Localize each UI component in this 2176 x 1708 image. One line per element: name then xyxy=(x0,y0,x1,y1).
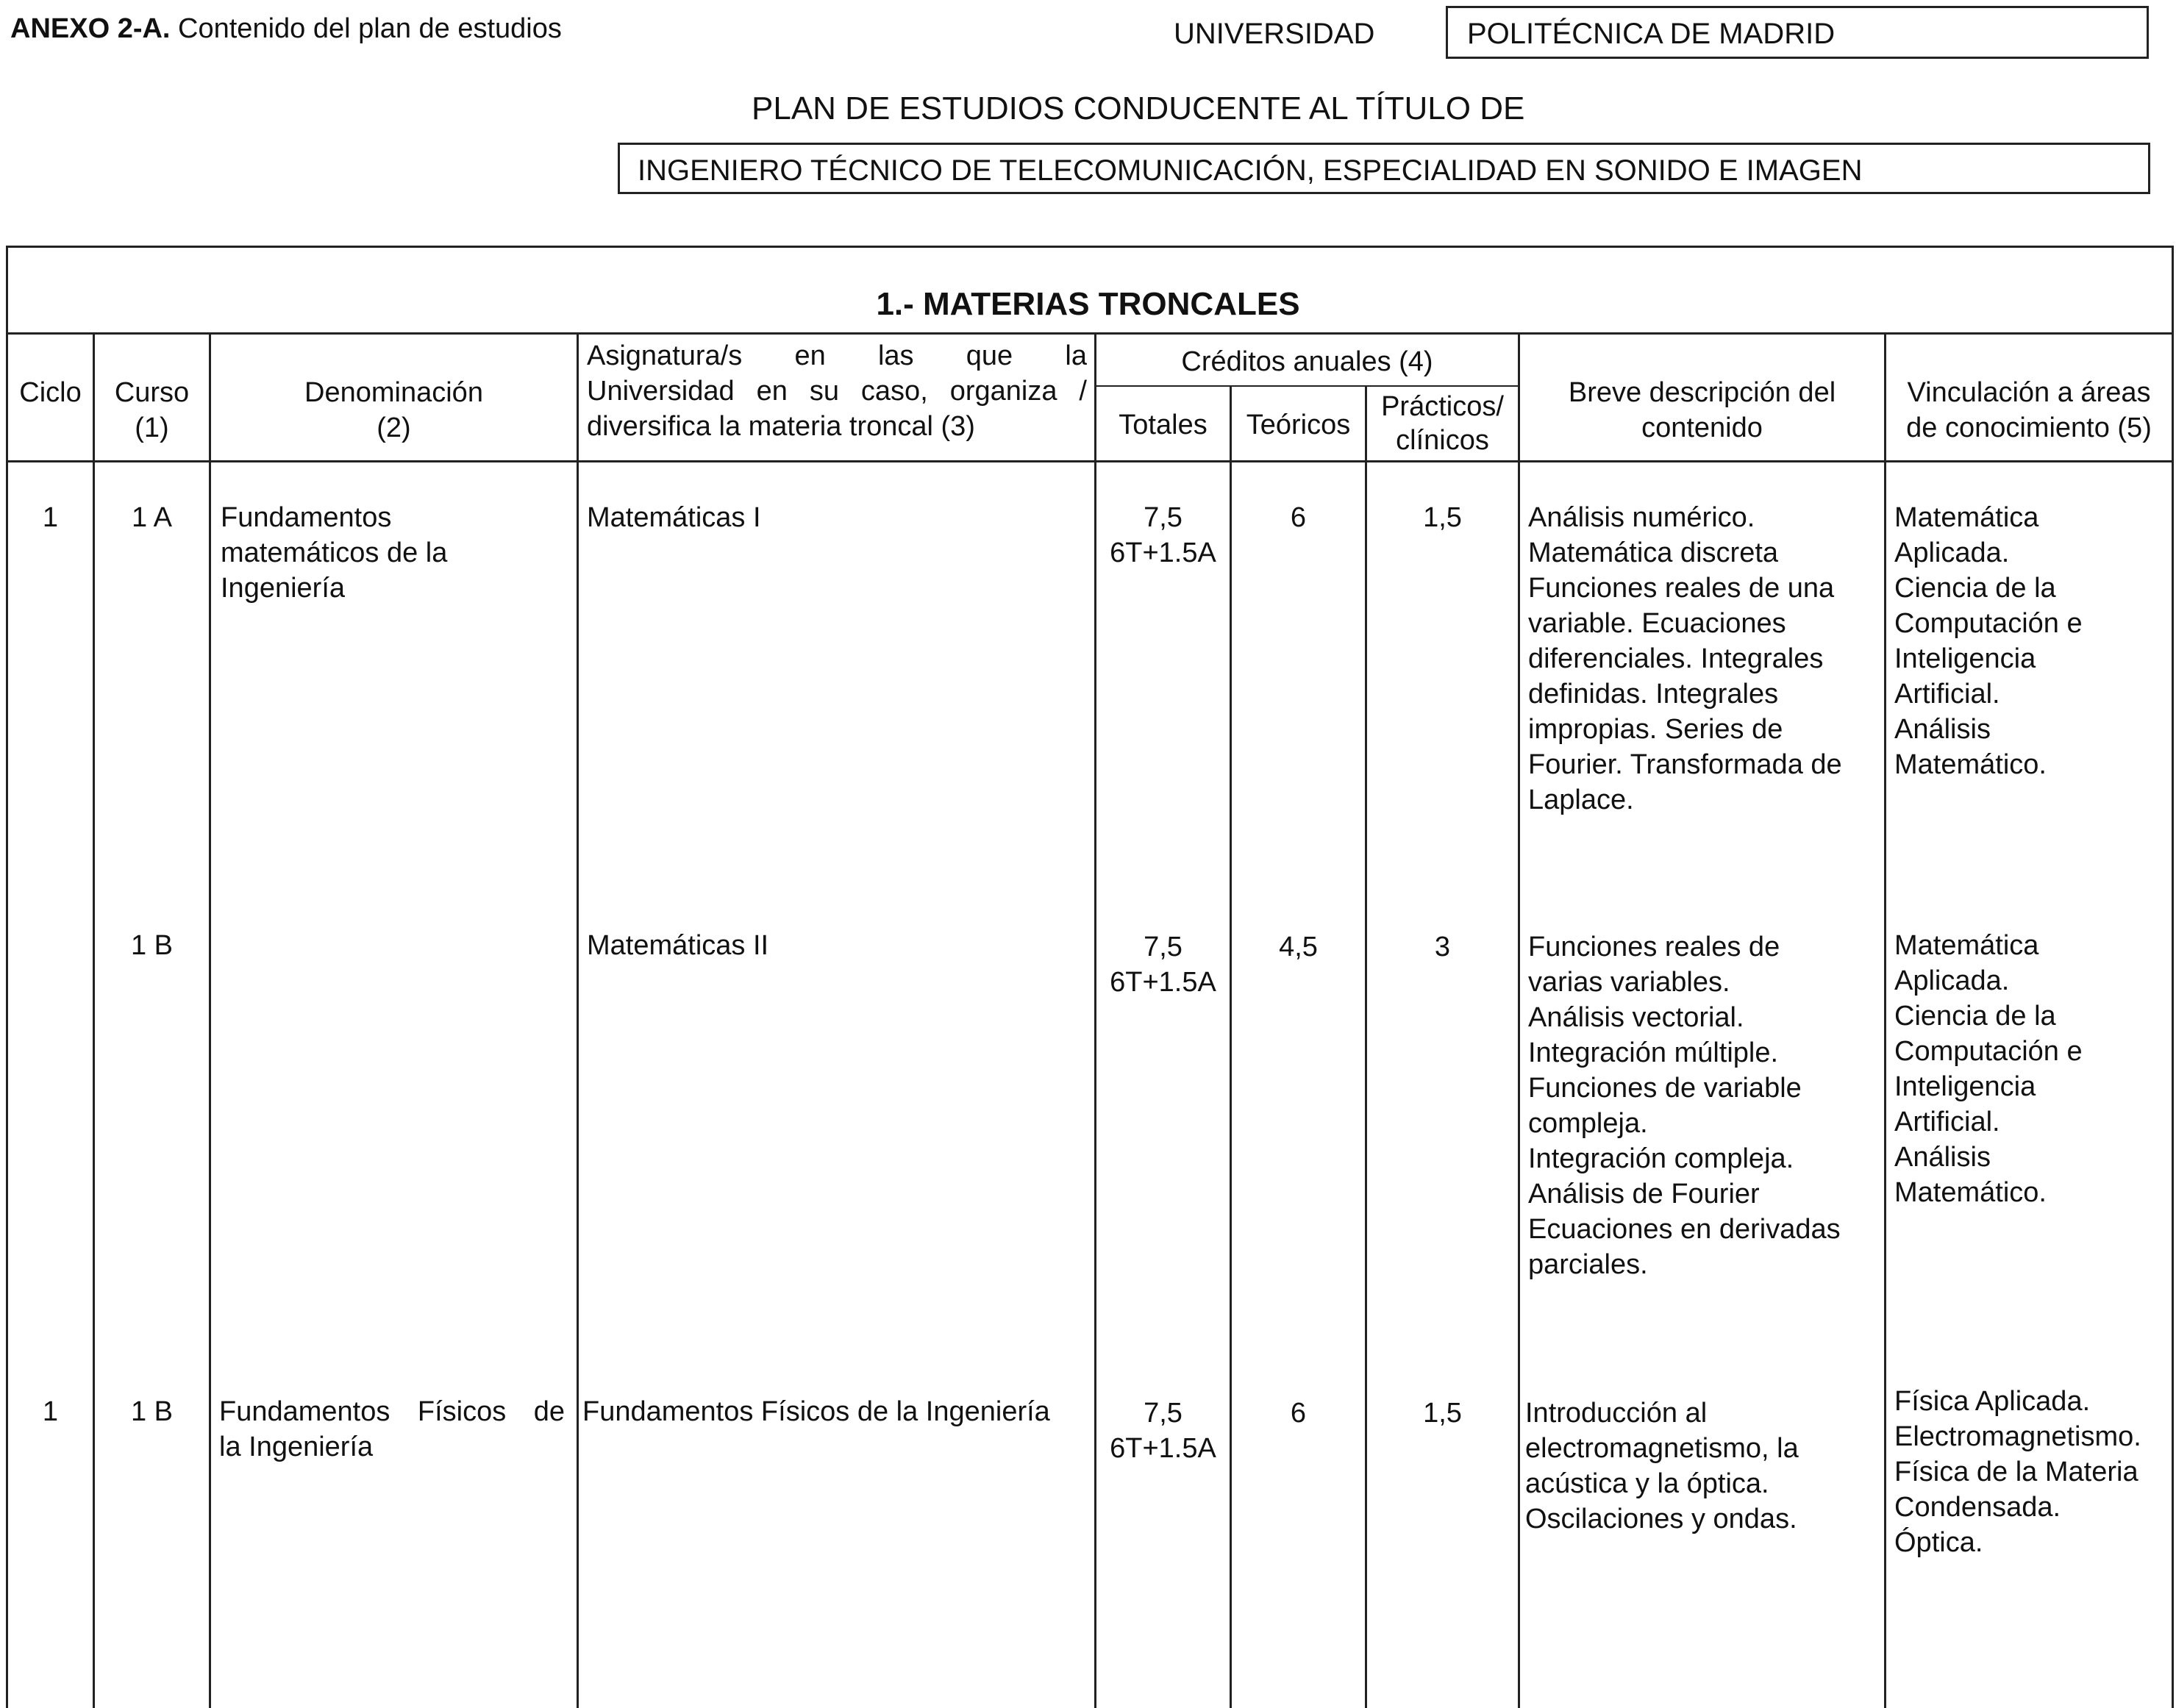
row-denominacion: Fundamentos matemáticos de la Ingeniería xyxy=(221,502,448,604)
university-label: UNIVERSIDAD xyxy=(1174,18,1375,50)
row-totales: 7,5 6T+1.5A xyxy=(1110,502,1216,568)
col-divider-curso xyxy=(209,332,211,1708)
table-border-right xyxy=(2172,246,2174,1708)
row-vinculacion: Matemática Aplicada. Ciencia de la Computación e Inteligencia Artificial. Análisis Matemático. xyxy=(1894,930,2083,1208)
row-denominacion-line2: la Ingeniería xyxy=(219,1432,374,1462)
col-header-asignatura-line1: Asignatura/s en las que la xyxy=(587,340,1087,371)
plan-title: PLAN DE ESTUDIOS CONDUCENTE AL TÍTULO DE xyxy=(752,90,1525,126)
row-practicos: 1,5 xyxy=(1423,1398,1462,1429)
col-divider-practicos xyxy=(1518,332,1520,1708)
header-divider xyxy=(6,460,2174,462)
row-curso: 1 B xyxy=(130,930,174,961)
row-practicos: 3 xyxy=(1434,932,1451,962)
row-teoricos: 6 xyxy=(1290,502,1307,533)
university-box xyxy=(1446,6,2149,59)
col-header-denominacion: Denominación (2) xyxy=(304,377,483,443)
university-name: POLITÉCNICA DE MADRID xyxy=(1467,18,1836,50)
col-header-creditos: Créditos anuales (4) xyxy=(1181,346,1433,377)
annex-heading xyxy=(10,12,562,46)
annex-subtitle: Contenido del plan de estudios xyxy=(170,13,562,44)
degree-title-box xyxy=(618,143,2150,194)
section-title-divider xyxy=(6,332,2174,335)
row-ciclo: 1 xyxy=(42,502,59,533)
table-border-top xyxy=(6,246,2174,248)
col-header-ciclo: Ciclo xyxy=(19,377,82,408)
row-descripcion: Introducción al electromagnetismo, la acústica y la óptica. Oscilaciones y ondas. xyxy=(1525,1398,1799,1534)
row-ciclo: 1 xyxy=(42,1396,59,1427)
col-header-asignatura-line3: diversifica la materia troncal (3) xyxy=(587,411,975,442)
degree-title: INGENIERO TÉCNICO DE TELECOMUNICACIÓN, ESPECIALIDAD EN SONIDO E IMAGEN xyxy=(638,154,1863,187)
col-header-descripcion: Breve descripción del contenido xyxy=(1568,377,1836,443)
row-vinculacion: Matemática Aplicada. Ciencia de la Computación e Inteligencia Artificial. Análisis Matemático. xyxy=(1894,502,2083,780)
col-divider-totales xyxy=(1230,385,1232,1708)
section-title: 1.- MATERIAS TRONCALES xyxy=(876,286,1300,322)
row-descripcion: Análisis numérico. Matemática discreta Funciones reales de una variable. Ecuaciones diferenciales. Integrales definidas. Integrales impropias. Series de Fourier. Transformada de Laplace. xyxy=(1528,502,1842,815)
row-teoricos: 6 xyxy=(1290,1398,1307,1429)
col-header-vinculacion: Vinculación a áreas de conocimiento (5) xyxy=(1906,377,2152,443)
row-asignatura: Matemáticas II xyxy=(587,930,769,961)
row-descripcion: Funciones reales de varias variables. Análisis vectorial. Integración múltiple. Funciones de variable compleja. Integración compleja. Análisis de Fourier Ecuaciones en derivadas parciales. xyxy=(1528,932,1841,1280)
col-divider-ciclo xyxy=(93,332,95,1708)
row-teoricos: 4,5 xyxy=(1279,932,1318,962)
row-vinculacion: Física Aplicada. Electromagnetismo. Física de la Materia Condensada. Óptica. xyxy=(1894,1386,2141,1558)
row-curso: 1 A xyxy=(132,502,172,533)
row-curso: 1 B xyxy=(130,1396,174,1427)
row-totales: 7,5 6T+1.5A xyxy=(1110,1398,1216,1464)
row-practicos: 1,5 xyxy=(1423,502,1462,533)
row-denominacion xyxy=(219,1394,565,1465)
col-divider-teoricos xyxy=(1365,385,1367,1708)
col-divider-descripcion xyxy=(1884,332,1886,1708)
col-header-curso: Curso (1) xyxy=(114,377,190,443)
credits-subheader-divider xyxy=(1094,385,1518,387)
table-border-left xyxy=(6,246,8,1708)
col-header-totales: Totales xyxy=(1119,410,1207,440)
annex-number: ANEXO 2-A. xyxy=(10,13,171,44)
row-asignatura: Fundamentos Físicos de la Ingeniería xyxy=(582,1396,1050,1427)
col-header-practicos: Prácticos/ clínicos xyxy=(1381,391,1504,456)
row-denominacion-line1: Fundamentos Físicos de xyxy=(219,1396,565,1427)
row-asignatura: Matemáticas I xyxy=(587,502,761,533)
col-header-asignatura xyxy=(587,338,1087,444)
col-header-teoricos: Teóricos xyxy=(1246,410,1351,440)
row-totales: 7,5 6T+1.5A xyxy=(1110,932,1216,998)
col-divider-denominacion xyxy=(577,332,579,1708)
col-header-asignatura-line2: Universidad en su caso, organiza / xyxy=(587,376,1087,407)
